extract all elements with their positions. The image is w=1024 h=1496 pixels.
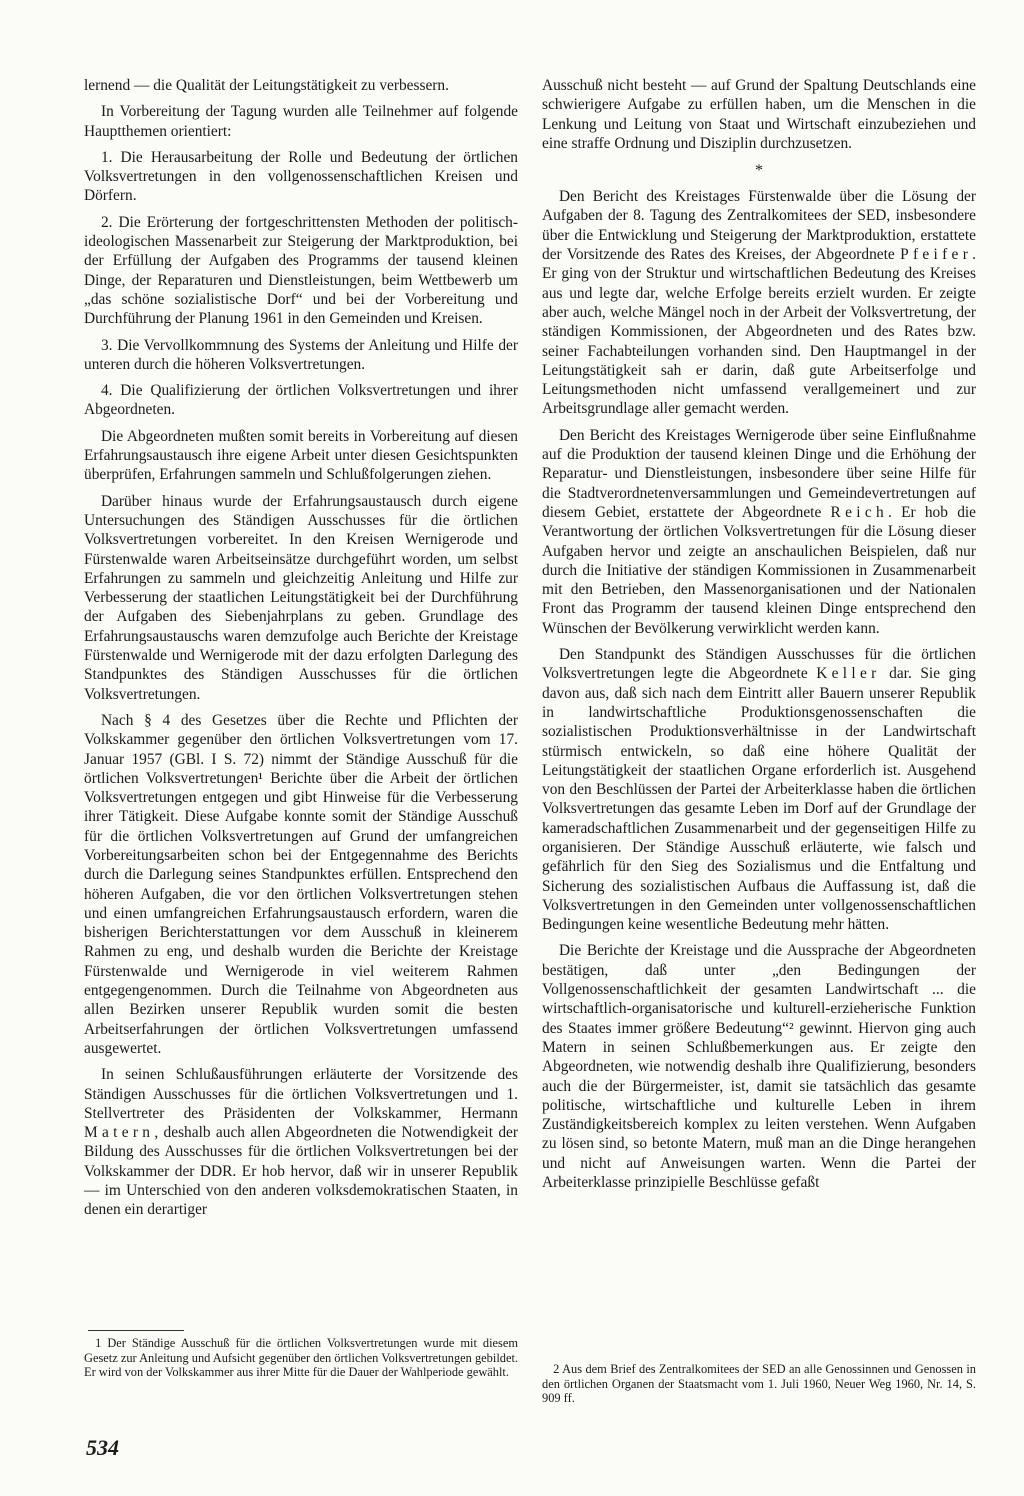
page-number: 534 [86, 1435, 119, 1460]
list-item: 3. Die Vervollkommnung des Systems der Anleitung und Hilfe der unteren durch die höheren Volksvertretungen. [84, 336, 518, 373]
list-item: 2. Die Erörterung der fortgeschrittensten Methoden der politisch-ideologischen Massenarbeit zur Steigerung der Marktproduktion, bei der Erfüllung der Aufgaben des Programms der tausend kleinen Dinge, der Reparaturen und Dienstleistungen, beim Wettbewerb um „das schöne sozialistische Dorf“ und bei der Vorbereitung und Durchführung der Planung 1961 in den Gemeinden und Kreisen. [84, 213, 518, 328]
paragraph: Nach § 4 des Gesetzes über die Rechte und Pflichten der Volkskammer gegenüber den örtlichen Volksvertretungen vom 17. Januar 1957 (GBl. I S. 72) nimmt der Ständige Ausschuß für die örtlichen Volksvertretungen¹ Berichte über die Arbeit der örtlichen Volksvertretungen entgegen und gibt Hinweise für die Verbesserung ihrer Tätigkeit. Diese Aufgabe konnte somit der Ständige Ausschuß für die örtlichen Volksvertretungen auf Grund der umfangreichen Vorbereitungsarbeiten schon bei der Entgegennahme des Berichts durch die Darlegung seines Standpunktes erfüllen. Entsprechend den höheren Aufgaben, die vor den örtlichen Volksvertretungen stehen und einen umfangreichen Erfahrungsaustausch erfordern, waren die bisherigen Berichterstattungen vor dem Ausschuß in kleinerem Rahmen zu eng, und deshalb wurden die Berichte der Kreistage Fürstenwalde und Wernigerode in viel weiterem Rahmen entgegengenommen. Durch die Teilnahme von Abgeordneten aus allen Bezirken unserer Republik wurden somit die besten Arbeitserfahrungen der örtlichen Volksvertretungen umfassend ausgewertet. [84, 711, 518, 1057]
paragraph: Die Berichte der Kreistage und die Aussprache der Abgeordneten bestätigen, daß unter „den Bedingungen der Vollgenossenschaftlichkeit der gesamten Landwirtschaft ... die wirtschaftlich-organisatorische und kulturell-erzieherische Funktion des Staates immer größere Bedeutung“² gewinnt. Hiervon ging auch Matern in seinen Schlußbemerkungen aus. Er zeigte den Abgeordneten, wie notwendig deshalb ihre Qualifizierung, besonders auch die der Bürgermeister, ist, damit sie tatsächlich das gesamte politische, wirtschaftliche und kulturelle Leben in ihrem Zuständigkeitsbereich komplex zu leiten verstehen. Wenn Aufgaben zu lösen sind, so betonte Matern, muß man an die Dinge herangehen und nicht auf Anweisungen warten. Wenn die Partei der Arbeiterklasse prinzipielle Beschlüsse gefaßt [542, 942, 976, 1192]
paragraph: Darüber hinaus wurde der Erfahrungsaustausch durch eigene Untersuchungen des Ständigen Ausschusses für die örtlichen Volksvertretungen vorbereitet. In den Kreisen Wernigerode und Fürstenwalde waren Arbeitseinsätze durchgeführt worden, um selbst Erfahrungen zu sammeln und gleichzeitig Anleitung und Hilfe zur Verbesserung der staatlichen Leitungstätigkeit bei der Durchführung der Aufgaben des Siebenjahrplans zu geben. Grundlage des Erfahrungsaustauschs waren demzufolge auch Berichte der Kreistage Fürstenwalde und Wernigerode mit der dazu erfolgten Darlegung des Standpunktes des Ständigen Ausschusses für die örtlichen Volksvertretungen. [84, 492, 518, 703]
paragraph [84, 1065, 518, 1219]
section-separator: * [755, 162, 763, 180]
spaced-name: Matern [84, 1124, 155, 1142]
text-run: dar. Sie ging davon aus, daß sich nach dem Eintritt aller Bauern unserer Republik in landwirtschaftliche Produktionsgenossenschaften die sozialistischen Produktionsverhältnisse in der Landwirtschaft stürmisch entwickeln, so daß eine höhere Qualität der Leitungstätigkeit der staatlichen Organe erforderlich ist. Ausgehend von den Beschlüssen der Partei der Arbeiterklasse haben die örtlichen Volksvertretungen das gesamte Leben im Dorf auf der Grundlage der kameradschaftlichen Zusammenarbeit und der gegenseitigen Hilfe zu organisieren. Der Ständige Ausschuß erläuterte, wie falsch und gefährlich für den Sieg des Sozialismus und die Entfaltung und Sicherung des sozialistischen Aufbaus die Auffassung ist, daß die Volksvertretungen in den Gemeinden unter vollgenossenschaftlichen Bedingungen keine wesentliche Bedeutung mehr hätten. [542, 665, 976, 934]
paragraph [542, 426, 976, 638]
text-run: Den Bericht des Kreistages Fürstenwalde über die Lösung der Aufgaben der 8. Tagung des Zentralkomitees der SED, insbesondere über die Entwicklung und Steigerung der Marktproduktion, erstattete der Vorsitzende des Rates des Kreises, der Abgeordnete [542, 188, 976, 264]
footnote-left [84, 1336, 518, 1380]
list-item: 4. Die Qualifizierung der örtlichen Volksvertretungen und ihrer Abgeordneten. [84, 382, 518, 419]
text-run: . Er hob die Verantwortung der örtlichen Volksvertretungen für die Lösung dieser Aufgaben hervor und zeigte an anschaulichen Beispielen, daß nur durch die Initiative der ständigen Kommissionen in Zusammenarbeit mit den Betrieben, den Massenorganisationen und der Nationalen Front das Programm der tausend kleinen Dinge entsprechend den Wünschen der Bevölkerung verwirklicht werden kann. [542, 503, 976, 637]
footnote-rule [88, 1330, 184, 1331]
paragraph [542, 645, 976, 934]
paragraph: In Vorbereitung der Tagung wurden alle Teilnehmer auf folgende Hauptthemen orientiert: [84, 103, 518, 140]
paragraph: Ausschuß nicht besteht — auf Grund der Spaltung Deutschlands eine schwierigere Aufgabe zu erfüllen haben, um die Menschen in die Lenkung und Leitung von Staat und Wirtschaft einzubeziehen und eine straffe Ordnung und Disziplin durchzusetzen. [542, 77, 976, 152]
paragraph: lernend — die Qualität der Leitungstätigkeit zu verbessern. [84, 77, 449, 94]
text-run: . Er ging von der Struktur und wirtschaftlichen Bedeutung des Kreises aus und legte dar, welche Erfolge bereits erzielt wurden. Er zeigte aber auch, welche Mängel noch in der Arbeit der Volksvertretung, der ständigen Kommissionen, der Abgeordneten und des Rates bzw. seiner Fachabteilungen vorhanden sind. Den Hauptmangel in der Leitungstätigkeit sah er darin, daß gute Arbeitserfolge und Leitungsmethoden nicht umfassend verallgemeinert und zur Arbeitsgrundlage aller gemacht werden. [542, 246, 976, 418]
spaced-name: Reich [830, 503, 888, 521]
text-run: Den Standpunkt des Ständigen Ausschusses für die örtlichen Volksvertretungen legte die Abgeordnete [542, 646, 976, 683]
text-run: Den Bericht des Kreistages Wernigerode über seine Einflußnahme auf die Produktion der tausend kleinen Dinge und die Erhöhung der Reparatur- und Dienstleistungen, insbesondere über seine Hilfe für die Stadtverordnetenversammlungen und Gemeindevertretungen auf diesem Gebiet, erstattete der Abgeordnete [542, 426, 976, 521]
paragraph [542, 187, 976, 419]
right-column [542, 76, 976, 1199]
spaced-name: Pfeifer [900, 246, 973, 264]
list-item: 1. Die Herausarbeitung der Rolle und Bedeutung der örtlichen Volksvertretungen in den vollgenossenschaftlichen Kreisen und Dörfern. [84, 148, 518, 205]
text-run: , deshalb auch allen Abgeordneten die Notwendigkeit der Bildung des Ausschusses für die örtlichen Volksvertretungen bei der Volkskammer der DDR. Er hob hervor, daß wir in unserer Republik — im Unterschied von den anderen volksdemokratischen Staaten, in denen ein derartiger [84, 1124, 518, 1219]
spaced-name: Keller [816, 665, 881, 683]
text-run: In seinen Schlußausführungen erläuterte der Vorsitzende des Ständigen Ausschusses für die örtlichen Volksvertretungen und 1. Stellvertreter des Präsidenten der Volkskammer, Hermann [84, 1066, 518, 1122]
footnote-right [542, 1362, 976, 1406]
left-column [84, 76, 518, 1227]
paragraph: Die Abgeordneten mußten somit bereits in Vorbereitung auf diesen Erfahrungsaustausch ihre eigene Arbeit unter diesen Gesichtspunkten überprüfen, Erfahrungen sammeln und Schlußfolgerungen ziehen. [84, 427, 518, 484]
footnote-text: 1 Der Ständige Ausschuß für die örtlichen Volksvertretungen wurde mit diesem Gesetz zur Anleitung und Aufsicht gegenüber den örtlichen Volksvertretungen gebildet. Er wird von der Volkskammer aus ihrer Mitte für die Dauer der Wahlperiode gewählt. [84, 1336, 518, 1380]
footnote-text: 2 Aus dem Brief des Zentralkomitees der SED an alle Genossinnen und Genossen in den örtlichen Organen der Staatsmacht vom 1. Juli 1960, Neuer Weg 1960, Nr. 14, S. 909 ff. [542, 1362, 976, 1406]
